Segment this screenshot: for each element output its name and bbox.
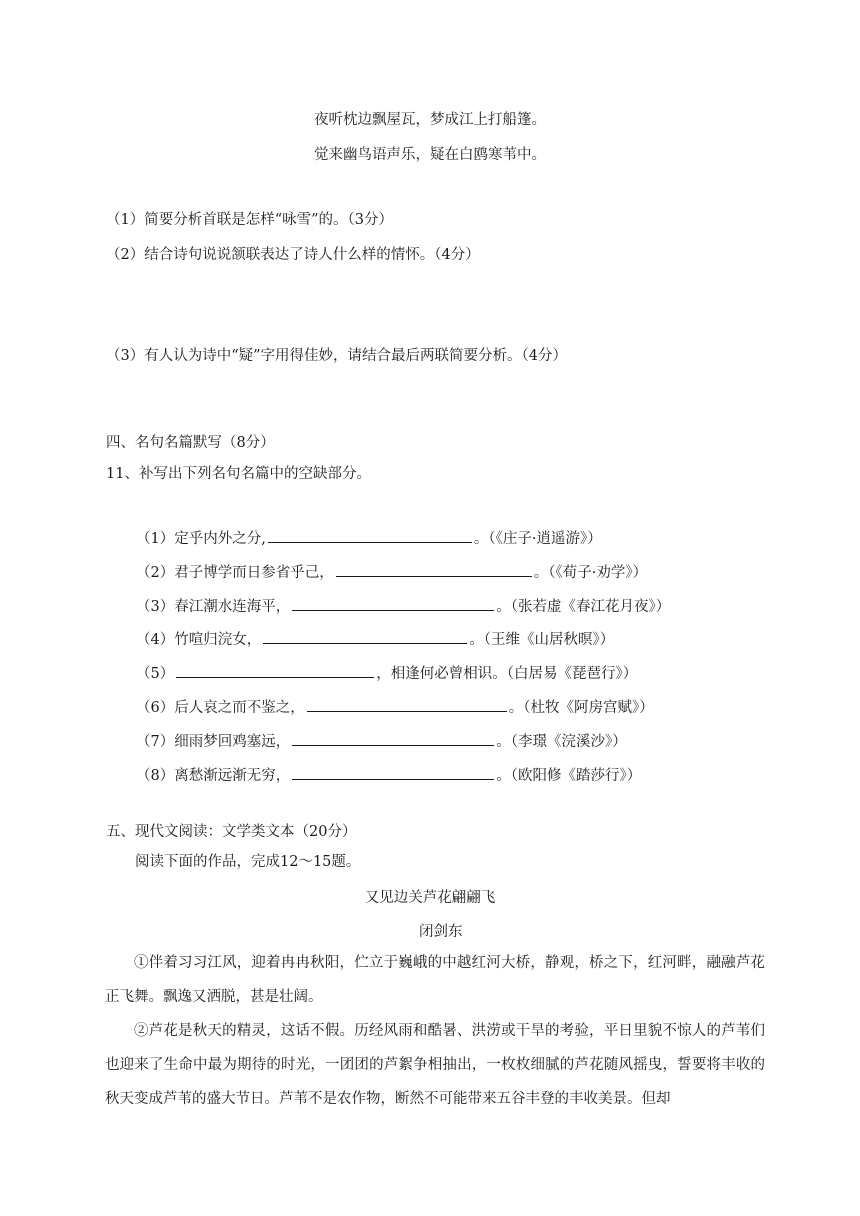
fill-item-prefix: （5） xyxy=(136,666,175,682)
fill-item-5 xyxy=(136,663,637,684)
fill-item-2 xyxy=(136,562,647,583)
answer-blank[interactable] xyxy=(292,731,494,746)
fill-item-prefix: （4）竹喧归浣女， xyxy=(136,632,262,648)
fill-item-suffix: 。（张若虚《春江花月夜》） xyxy=(496,599,671,615)
fill-item-prefix: （6）后人哀之而不鉴之， xyxy=(136,700,305,716)
fill-item-3 xyxy=(136,596,670,617)
fill-item-prefix: （1）定乎内外之分, xyxy=(136,531,266,547)
answer-blank[interactable] xyxy=(292,596,494,611)
reading-instruction: 阅读下面的作品，完成12～15题。 xyxy=(135,854,361,870)
section-5-heading: 五、现代文阅读：文学类文本（20分） xyxy=(106,824,357,840)
question-11: 11、补写出下列名句名篇中的空缺部分。 xyxy=(106,466,371,482)
fill-item-prefix: （2）君子博学而日参省乎己， xyxy=(136,565,334,581)
fill-item-suffix: 。（欧阳修《踏莎行》） xyxy=(496,768,642,784)
fill-item-6 xyxy=(136,697,654,718)
answer-blank[interactable] xyxy=(268,528,472,543)
question-3: （3）有人认为诗中“疑”字用得佳妙，请结合最后两联简要分析。（4分） xyxy=(106,348,568,364)
fill-item-prefix: （8）离愁渐远渐无穷， xyxy=(136,768,291,784)
answer-blank[interactable] xyxy=(263,629,467,644)
fill-item-suffix: ，相逢何必曾相识。（白居易《琵琶行》） xyxy=(376,666,638,682)
fill-item-prefix: （3）春江潮水连海平， xyxy=(136,599,291,615)
fill-item-1 xyxy=(136,528,602,549)
poem-line-1: 夜听枕边飘屋瓦，梦成江上打船篷。 xyxy=(314,112,546,128)
fill-item-suffix: 。（《庄子·逍遥游》） xyxy=(473,531,602,547)
question-2: （2）结合诗句说说颔联表达了诗人什么样的情怀。（4分） xyxy=(106,247,480,263)
question-1: （1）简要分析首联是怎样“咏雪”的。（3分） xyxy=(106,212,394,228)
fill-item-suffix: 。（王维《山居秋暝》） xyxy=(469,632,615,648)
fill-item-8 xyxy=(136,765,641,786)
article-paragraph-1: ①伴着习习江风，迎着冉冉秋阳，伫立于巍峨的中越红河大桥，静观，桥之下，红河畔，融融芦花正飞舞。飘逸又洒脱，甚是壮阔。 xyxy=(105,955,765,1005)
article-paragraph-2: ②芦花是秋天的精灵，这话不假。历经风雨和酷暑、洪涝或干旱的考验，平日里貌不惊人的芦苇们也迎来了生命中最为期待的时光，一团团的芦絮争相抽出，一枚枚细腻的芦花随风摇曳，誓要将丰收的秋天变成芦苇的盛大节日。芦苇不是农作物，断然不可能带来五谷丰登的丰收美景。但却 xyxy=(105,1023,765,1107)
fill-item-suffix: 。（杜牧《阿房宫赋》） xyxy=(508,700,654,716)
article-title: 又见边关芦花翩翩飞 xyxy=(364,890,496,906)
answer-blank[interactable] xyxy=(176,663,374,678)
answer-blank[interactable] xyxy=(307,697,507,712)
fill-item-7 xyxy=(136,731,627,752)
section-4-heading: 四、名句名篇默写（8分） xyxy=(106,435,275,451)
answer-blank[interactable] xyxy=(336,562,532,577)
poem-line-2: 觉来幽鸟语声乐，疑在白鸥寒苇中。 xyxy=(314,147,546,163)
fill-item-suffix: 。（《荀子·劝学》） xyxy=(533,565,648,581)
fill-item-4 xyxy=(136,629,614,650)
article-author: 闭剑东 xyxy=(419,924,463,940)
answer-blank[interactable] xyxy=(292,765,494,780)
fill-item-prefix: （7）细雨梦回鸡塞远， xyxy=(136,734,291,750)
fill-item-suffix: 。（李璟《浣溪沙》） xyxy=(496,734,627,750)
